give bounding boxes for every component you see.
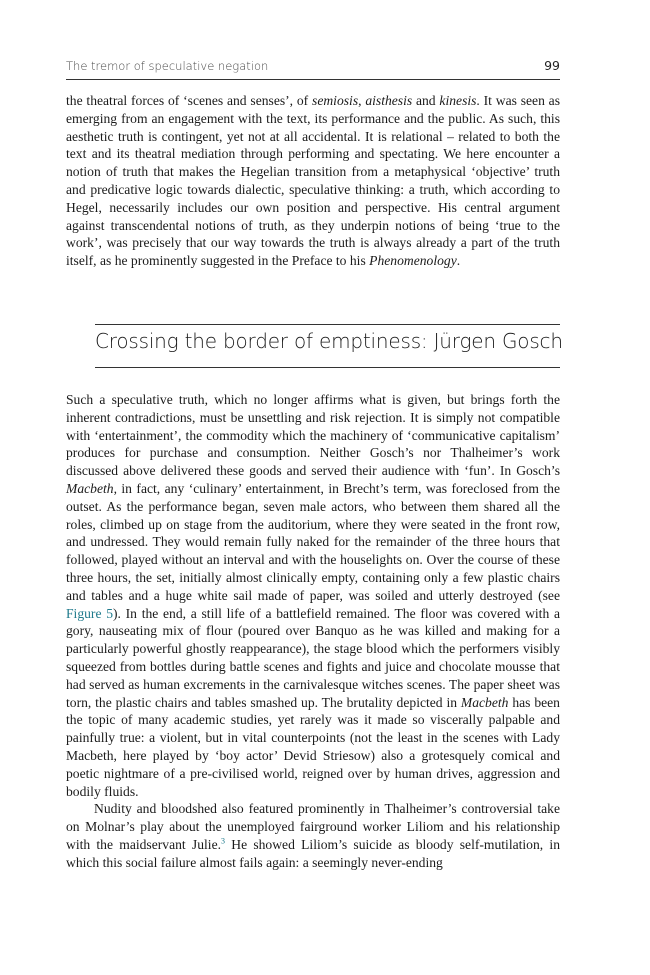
text-run: . xyxy=(456,253,461,269)
header-rule xyxy=(66,79,560,80)
section-rule-top xyxy=(95,324,560,325)
italic-term: kinesis xyxy=(439,93,477,108)
paragraph-thalheimer-liliom xyxy=(66,800,560,871)
italic-title: Macbeth xyxy=(66,480,114,496)
page-number: 99 xyxy=(544,58,560,73)
italic-term: aisthesis xyxy=(365,93,413,108)
text-run: has been the topic of many academic studies, yet rarely was it made so viscerally palpable and painfully true: a violent, but in vital counterpoints (not the least in the scenes with Lady Macbeth, here played by ‘boy actor’ Devid Striesow) also a grotesquely comical and poetic nightmare of a pre-civilised world, reigned over by human drives, aggression and bodily fluids. xyxy=(66,694,560,799)
text-run: ). In the end, a still life of a battlefield remained. The floor was covered with a gory, nauseating mix of flour (poured over Banquo as he was killed and making for a particularly powerful ghostly reappearance), the stage blood which the performers visibly squeezed from bottles during battle scenes and fights and juice and chocolate mousse that had served as human excrements in the carnivalesque witches scenes. The paper sheet was torn, the plastic chairs and tables smashed up. The brutality depicted in xyxy=(66,605,560,710)
italic-title: Phenomenology xyxy=(369,253,457,269)
figure-link[interactable]: Figure 5 xyxy=(66,605,114,621)
text-run: He showed Liliom’s suicide as bloody self-mutilation, in which this social failure almost fails again: a seemingly never-ending xyxy=(66,836,560,870)
running-head-title: The tremor of speculative negation xyxy=(66,59,269,73)
running-head xyxy=(66,56,560,76)
text-run: Nudity and bloodshed also featured prominently in Thalheimer’s controversial take on Molnar’s play about the unemployed fairground worker Liliom and his relationship with the maidservant Julie. xyxy=(66,801,560,852)
section-heading: Crossing the border of emptiness: Jürgen Gosch xyxy=(95,329,563,353)
section-body xyxy=(66,391,560,872)
text-run: the theatral forces of ‘scenes and senses’, of xyxy=(66,93,313,108)
italic-term: semiosis xyxy=(312,93,359,108)
paragraph-truth-hegel xyxy=(66,92,560,270)
text-run: and xyxy=(412,93,440,108)
section-rule-bottom xyxy=(95,367,560,368)
text-run: , xyxy=(358,93,366,108)
text-run: . It was seen as emerging from an engagement with the text, its performance and the public. As such, this aesthetic truth is contingent, yet not at all accidental. It is relational – related to both the text and its theatral mediation through performing and spectating. We here encounter a notion of truth that makes the Hegelian transition from a metaphysical ‘objective’ truth and predicative logic towards dialectic, speculative thinking: a truth, which according to Hegel, necessarily includes our own position and perspective. His central argument against transcendental notions of truth, as they underpin notions of being ‘true to the work’, was precisely that our way towards the truth is always already a part of the truth itself, as he prominently suggested in the Preface to his xyxy=(66,93,560,269)
text-run: Such a speculative truth, which no longer affirms what is given, but brings forth the inherent contradictions, must be unsettling and risk rejection. It is simply not compatible with ‘entertainment’, the commodity which the machinery of ‘communicative capitalism’ produces for purchase and consumption. Neither Gosch’s nor Thalheimer’s work discussed above delivered these goods and served their audience with ‘fun’. In Gosch’s xyxy=(66,392,560,479)
footnote-reference[interactable]: 3 xyxy=(221,836,226,846)
text-run: , in fact, any ‘culinary’ entertainment, in Brecht’s term, was foreclosed from the outset. As the performance began, seven male actors, who between them shared all the roles, climbed up on stage from the auditorium, where they were seated in the front row, and undressed. They would remain fully naked for the remainder of the three hours that followed, played without an interval and with the houselights on. Over the course of these three hours, the set, initially almost clinically empty, containing only a few plastic chairs and tables and a huge white sail made of paper, was soiled and utterly destroyed (see xyxy=(66,480,560,603)
italic-title: Macbeth xyxy=(460,694,509,710)
paragraph-gosch-macbeth xyxy=(66,391,560,800)
